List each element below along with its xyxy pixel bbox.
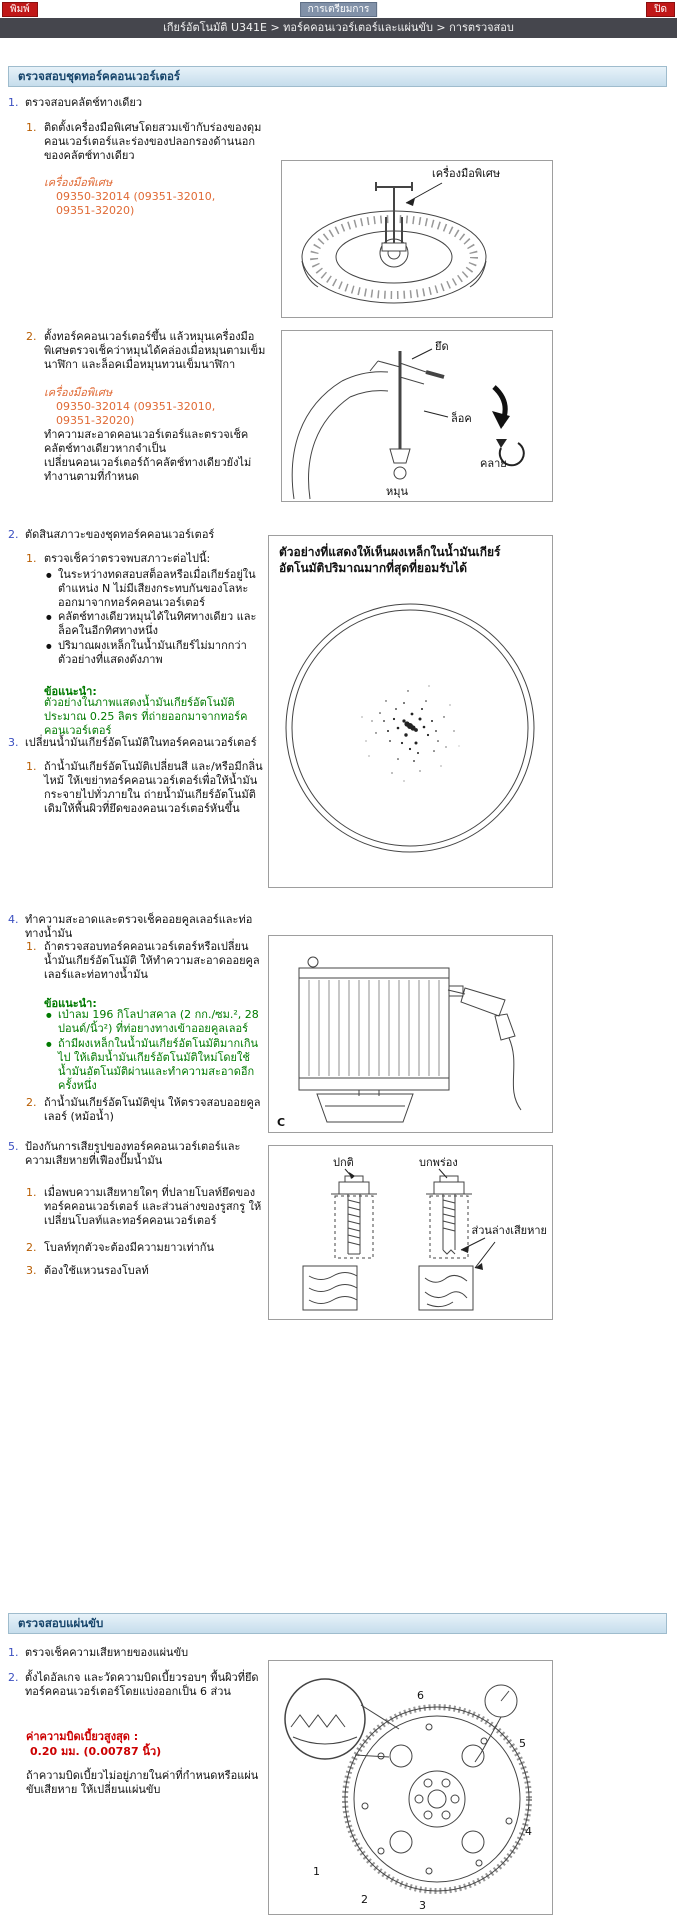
step-3 — [8, 736, 268, 750]
hint-bullet-text: ถ้ามีผงเหล็กในน้ำมันเกียร์อัตโนมัติมากเกินไป ให้เติมน้ำมันเกียร์อัตโนมัติใหม่โดยใช้น้ำมันอัตโนมัติผ่านและทำความสะอาดอีกครั้งหนึ่ง — [58, 1037, 259, 1092]
bullet-text: ในระหว่างทดสอบสต็อลหรือเมื่อเกียร์อยู่ในตำแหน่ง N ไม่มีเสียงกระทบกันของโลหะออกมาจากทอร์คคอนเวอร์เตอร์ — [58, 568, 256, 609]
substep-number: 1. — [26, 760, 37, 773]
step-text: ตรวจเช็คความเสียหายของแผ่นขับ — [25, 1646, 189, 1659]
lock-label: ล็อค — [451, 412, 472, 425]
substep-number: 1. — [26, 1186, 37, 1199]
point-6: 6 — [417, 1689, 424, 1702]
step-5 — [8, 1140, 264, 1168]
step-1-2 — [26, 330, 266, 372]
step-2 — [8, 528, 264, 542]
driveplate-step-1 — [8, 1646, 264, 1660]
hint-bullet-text: เป่าลม 196 กิโลปาสคาล (2 กก./ซม.², 28 ปอนด์/นิ้ว²) ที่ท่อยางทางเข้าออยคูลเลอร์ — [58, 1008, 259, 1035]
step-number: 2. — [8, 528, 19, 541]
substep-text: ถ้าน้ำมันเกียร์อัตโนมัติเปลี่ยนสี และ/หรือมีกลิ่นไหม้ ให้เขย่าทอร์คคอนเวอร์เตอร์เพื่อให้น้ำมันกระจายไปทั่วภายใน ถ่ายน้ำมันเกียร์อัตโนมัติเดิมให้พื้นผิวที่ยึดของคอนเวอร์เตอร์หันขึ้น — [44, 760, 263, 815]
substep-text: เมื่อพบความเสียหายใดๆ ที่ปลายโบลท์ยึดของทอร์คคอนเวอร์เตอร์ และส่วนล่างของรูสกรู ให้เปลี่ยนโบลท์และทอร์คคอนเวอร์เตอร์ — [44, 1186, 262, 1227]
figure-drive-plate — [268, 1660, 553, 1915]
bullet-icon — [46, 1007, 54, 1035]
spec-label: ค่าความบิดเบี้ยวสูงสุด : — [26, 1730, 139, 1743]
substep-text: ถ้าตรวจสอบทอร์คคอนเวอร์เตอร์หรือเปลี่ยนน้ำมันเกียร์อัตโนมัติ ให้ทำความสะอาดออยคูลเลอร์และท่อทางน้ำมัน — [44, 940, 260, 981]
sst-number: 09350-32014 (09351-32010, 09351-32020) — [56, 190, 216, 217]
bullet-icon — [46, 567, 54, 609]
spec-value: 0.20 มม. (0.00787 นิ้ว) — [30, 1745, 162, 1758]
bullet-item — [46, 610, 264, 638]
bullet-text: คลัตช์ทางเดียวหมุนได้ในทิศทางเดียว และล็อคในอีกทิศทางหนึ่ง — [58, 610, 257, 637]
section-header-converter: ตรวจสอบชุดทอร์คคอนเวอร์เตอร์ — [8, 66, 667, 87]
hint-bullet — [46, 1037, 262, 1093]
figure-contamination-sample — [268, 535, 553, 888]
hint-label: ข้อแนะนำ: — [44, 685, 97, 698]
note-replace-converter: เปลี่ยนคอนเวอร์เตอร์ถ้าคลัตช์ทางเดียวยังไม่ทำงานตามที่กำหนด — [44, 456, 252, 483]
view-label: C — [277, 1116, 286, 1129]
bullet-item — [46, 639, 264, 667]
print-button[interactable]: พิมพ์ — [2, 2, 38, 17]
substep-text: ตั้งทอร์คคอนเวอร์เตอร์ขึ้น แล้วหมุนเครื่องมือพิเศษตรวจเช็คว่าหมุนได้คล่องเมื่อหมุนตามเข็มนาฬิกา และล็อคเมื่อหมุนทวนเข็มนาฬิกา — [44, 330, 266, 371]
figure-bolt-comparison — [268, 1145, 553, 1320]
close-button[interactable]: ปิด — [646, 2, 675, 17]
figure-tool-rotation — [281, 330, 553, 502]
driveplate-note: ถ้าความบิดเบี้ยวไม่อยู่ภายในค่าที่กำหนดหรือแผ่นขับเสียหาย ให้เปลี่ยนแผ่นขับ — [26, 1769, 259, 1796]
bullet-text: ปริมาณผงเหล็กในน้ำมันเกียร์ไม่มากกว่าตัวอย่างที่แสดงดังภาพ — [58, 639, 247, 666]
step-1-1 — [26, 121, 266, 163]
hint-label: ข้อแนะนำ: — [44, 997, 97, 1010]
step-4-1 — [26, 940, 266, 982]
note-clean-converter: ทำความสะอาดคอนเวอร์เตอร์และตรวจเช็คคลัตช์ทางเดียวหากจำเป็น — [44, 428, 249, 455]
hold-label: ยึด — [435, 340, 449, 353]
step-5-2 — [26, 1241, 266, 1255]
substep-text: ตรวจเช็คว่าตรวจพบสภาวะต่อไปนี้: — [44, 552, 211, 565]
substep-number: 1. — [26, 552, 37, 565]
preparation-button[interactable]: การเตรียมการ — [300, 2, 378, 17]
substep-number: 2. — [26, 330, 37, 343]
step-title: เปลี่ยนน้ำมันเกียร์อัตโนมัติในทอร์คคอนเวอร์เตอร์ — [25, 736, 257, 749]
step-title: ทำความสะอาดและตรวจเช็คออยคูลเลอร์และท่อทางน้ำมัน — [25, 913, 253, 940]
step-title: ป้องกันการเสียรูปของทอร์คคอนเวอร์เตอร์และความเสียหายที่เฟืองปั๊มน้ำมัน — [25, 1140, 241, 1167]
hint-bullet — [46, 1008, 262, 1036]
sst-number: 09350-32014 (09351-32010, 09351-32020) — [56, 400, 216, 427]
damage-label: ส่วนล่างเสียหาย — [471, 1224, 547, 1237]
point-5: 5 — [519, 1737, 526, 1750]
step-title: ตัดสินสภาวะของชุดทอร์คคอนเวอร์เตอร์ — [25, 528, 215, 541]
bullet-item — [46, 568, 264, 610]
substep-text: โบลท์ทุกตัวจะต้องมีความยาวเท่ากัน — [44, 1241, 214, 1254]
substep-number: 2. — [26, 1241, 37, 1254]
defect-label: บกพร่อง — [419, 1156, 458, 1169]
bullet-icon — [46, 638, 54, 666]
toolbar — [0, 0, 677, 18]
hint-text: ตัวอย่างในภาพแสดงน้ำมันเกียร์อัตโนมัติประมาณ 0.25 ลิตร ที่ถ่ายออกมาจากทอร์คคอนเวอร์เตอร์ — [44, 696, 248, 737]
point-4: 4 — [525, 1825, 532, 1838]
substep-text: ถ้าน้ำมันเกียร์อัตโนมัติขุ่น ให้ตรวจสอบออยคูลเลอร์ (หม้อน้ำ) — [44, 1096, 261, 1123]
step-number: 2. — [8, 1671, 19, 1684]
figure-caption: ตัวอย่างที่แสดงให้เห็นผงเหล็กในน้ำมันเกียร์อัตโนมัติปริมาณมากที่สุดที่ยอมรับได้ — [279, 545, 501, 575]
step-number: 4. — [8, 913, 19, 926]
step-5-3 — [26, 1264, 266, 1278]
step-4-2 — [26, 1096, 266, 1124]
step-number: 1. — [8, 96, 19, 109]
sst-label: เครื่องมือพิเศษ — [44, 386, 113, 399]
step-number: 3. — [8, 736, 19, 749]
step-5-1 — [26, 1186, 266, 1228]
substep-text: ติดตั้งเครื่องมือพิเศษโดยสวมเข้ากับร่องของดุมคอนเวอร์เตอร์และร่องของปลอกรองด้านนอกของคลัตช์ทางเดียว — [44, 121, 262, 162]
step-title: ตรวจสอบคลัตช์ทางเดียว — [25, 96, 143, 109]
bullet-icon — [46, 1036, 54, 1092]
step-3-1 — [26, 760, 266, 816]
substep-text: ต้องใช้แหวนรองโบลท์ — [44, 1264, 149, 1277]
substep-number: 3. — [26, 1264, 37, 1277]
section-header-driveplate: ตรวจสอบแผ่นขับ — [8, 1613, 667, 1634]
sst-label: เครื่องมือพิเศษ — [44, 176, 113, 189]
substep-number: 1. — [26, 940, 37, 953]
driveplate-step-2 — [8, 1671, 264, 1699]
step-1 — [8, 96, 264, 110]
release-label: คลาย — [480, 457, 507, 470]
point-2: 2 — [361, 1893, 368, 1906]
breadcrumb: เกียร์อัตโนมัติ U341E > ทอร์คคอนเวอร์เตอร์และแผ่นขับ > การตรวจสอบ — [0, 18, 677, 38]
step-number: 1. — [8, 1646, 19, 1659]
bullet-icon — [46, 609, 54, 637]
step-text: ตั้งไดอัลเกจ และวัดความบิดเบี้ยวรอบๆ พื้นผิวที่ยึดทอร์คคอนเวอร์เตอร์โดยแบ่งออกเป็น 6 ส่วน — [25, 1671, 259, 1698]
turn-label: หมุน — [386, 485, 409, 498]
normal-label: ปกติ — [333, 1156, 354, 1169]
substep-number: 1. — [26, 121, 37, 134]
substep-number: 2. — [26, 1096, 37, 1109]
special-tool-callout: เครื่องมือพิเศษ — [432, 167, 501, 180]
step-2-1 — [26, 552, 266, 566]
step-number: 5. — [8, 1140, 19, 1153]
point-1: 1 — [313, 1865, 320, 1878]
figure-special-tool — [281, 160, 553, 318]
point-3: 3 — [419, 1899, 426, 1912]
step-4 — [8, 913, 264, 941]
figure-oil-cooler — [268, 935, 553, 1133]
